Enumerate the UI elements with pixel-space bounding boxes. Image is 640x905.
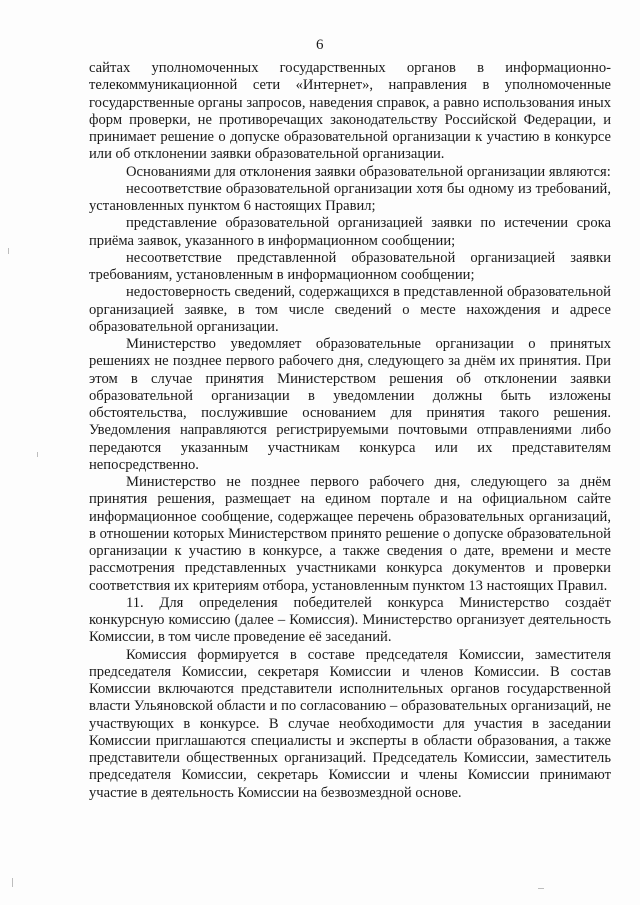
paragraph: сайтах уполномоченных государственных органов в информационно-телекоммуникационной сети «Интернет», направления в уполномоченные государственные органы запросов, наведения справок, а равно использования иных форм проверки, не противоречащих законодательству Российской Федерации, и принимает решение о допуске образовательной организации к участию в конкурсе или об отклонении заявки образовательной организации.	[89, 60, 611, 163]
list-item: несоответствие образовательной организации хотя бы одному из требований, установленных пунктом 6 настоящих Правил;	[89, 180, 611, 214]
scan-artifact	[8, 248, 9, 254]
scan-artifact	[37, 452, 38, 457]
document-body	[89, 60, 611, 802]
paragraph: Министерство не позднее первого рабочего дня, следующего за днём принятия решения, размещает на едином портале и на официальном сайте информационное сообщение, содержащее перечень образовательных организаций, в отношении которых Министерством принято решение о допуске образовательной организации к участию в конкурсе, а также сведения о дате, времени и месте рассмотрения представленных участниками конкурса документов и проверки соответствия их критериям отбора, установленным пунктом 13 настоящих Правил.	[89, 474, 611, 594]
scan-artifact	[538, 888, 544, 889]
paragraph: Основаниями для отклонения заявки образовательной организации являются:	[126, 163, 611, 180]
list-item: недостоверность сведений, содержащихся в представленной образовательной организацией заявке, в том числе сведений о месте нахождения и адресе образовательной организации.	[89, 284, 611, 335]
scan-artifact	[12, 878, 13, 887]
list-item: несоответствие представленной образовательной организацией заявки требованиям, установленным в информационном сообщении;	[89, 249, 611, 283]
paragraph: 11. Для определения победителей конкурса Министерство создаёт конкурсную комиссию (далее – Комиссия). Министерство организует деятельность Комиссии, в том числе проведение её заседаний.	[89, 594, 611, 646]
paragraph: Министерство уведомляет образовательные организации о принятых решениях не позднее первого рабочего дня, следующего за днём их принятия. При этом в случае принятия Министерством решения об отклонении заявки образовательной организации в уведомлении должны быть изложены обстоятельства, послужившие основанием для принятия такого решения. Уведомления направляются регистрируемыми почтовыми отправлениями либо передаются указанным участникам конкурса или их представителям непосредственно.	[89, 336, 611, 473]
paragraph: Комиссия формируется в составе председателя Комиссии, заместителя председателя Комиссии, секретаря Комиссии и членов Комиссии. В состав Комиссии включаются представители исполнительных органов государственной власти Ульяновской области и по согласованию – образовательных организаций, не участвующих в конкурсе. В случае необходимости для участия в заседании Комиссии приглашаются специалисты и эксперты в области образования, а также представители общественных организаций. Председатель Комиссии, заместитель председателя Комиссии, секретарь Комиссии и члены Комиссии принимают участие в деятельность Комиссии на безвозмездной основе.	[89, 646, 611, 801]
page-number: 6	[316, 37, 324, 53]
list-item: представление образовательной организацией заявки по истечении срока приёма заявок, указанного в информационном сообщении;	[89, 215, 611, 249]
